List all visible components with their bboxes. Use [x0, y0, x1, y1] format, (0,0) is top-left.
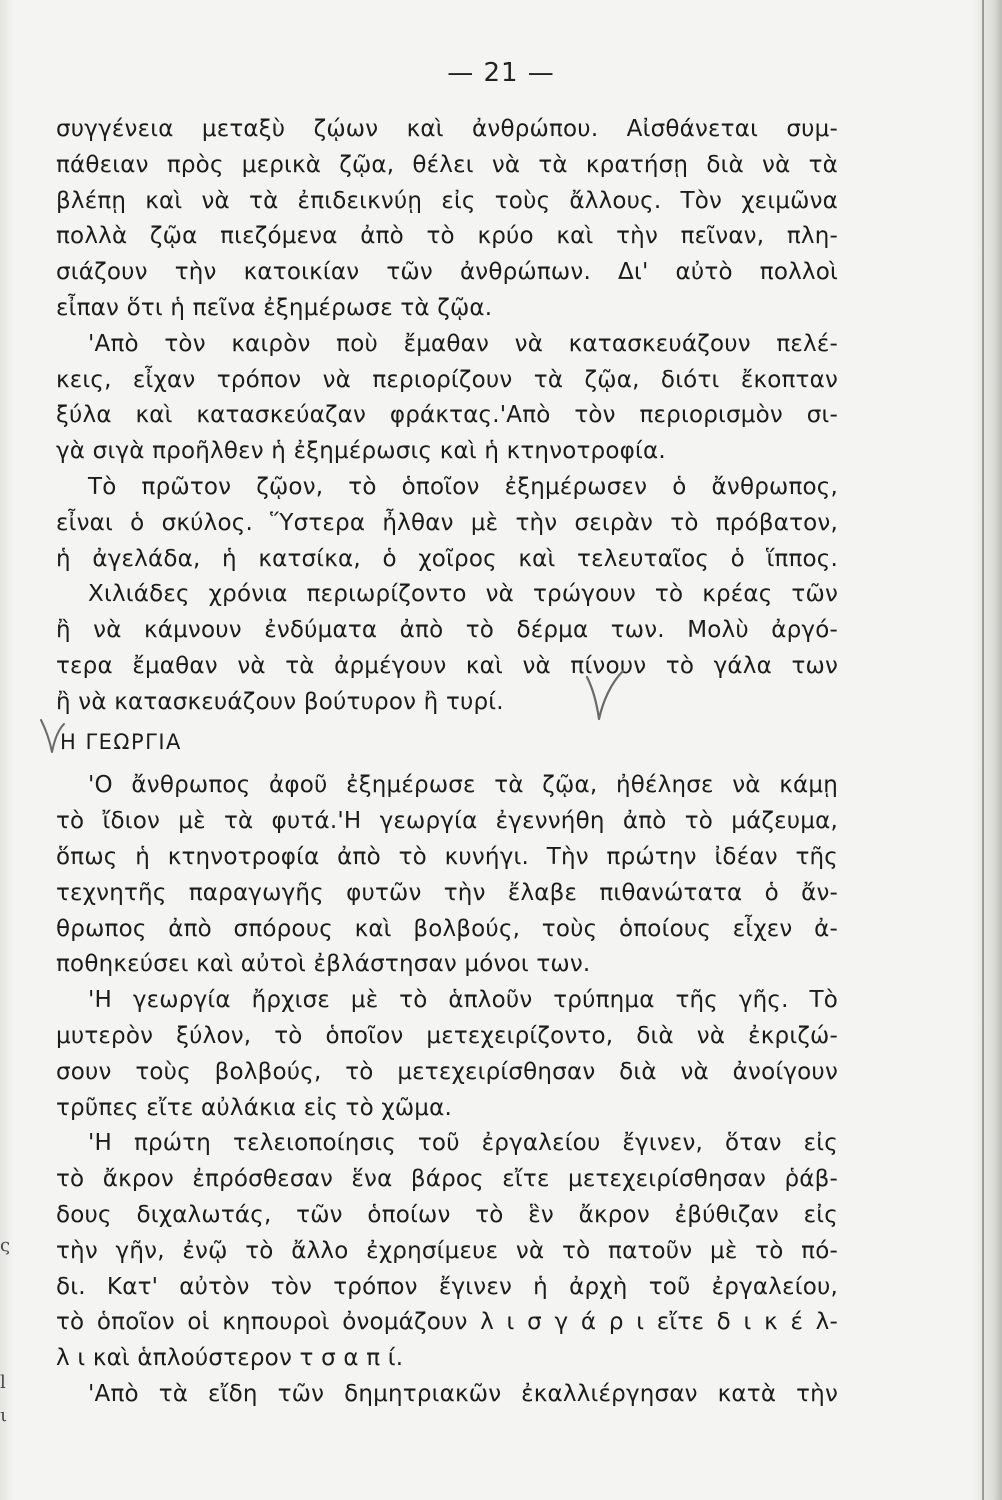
text-line: τερα ἔμαθαν νὰ τὰ ἀρμέγουν καὶ νὰ πίνουν τὸ γάλα των — [56, 652, 838, 679]
body-text — [56, 112, 838, 1413]
text-line: θρωπος ἀπὸ σπόρους καὶ βολβούς, τοὺς ὁποίους εἶχεν ἀ- — [56, 915, 838, 942]
text-line: τὸ ὁποῖον οἱ κηπουροὶ ὀνομάζουν λ ι σ γ ά ρ ι εἴτε δ ι κ έ λ- — [56, 1309, 838, 1336]
text-line: ποθηκεύσει καὶ αὐτοὶ ἐβλάστησαν μόνοι των. — [56, 951, 591, 978]
edge-mark: ι — [0, 1405, 8, 1426]
edge-mark: l — [0, 1372, 6, 1393]
text-line: εἶπαν ὅτι ἡ πεῖνα ἐξημέρωσε τὰ ζῷα. — [56, 294, 493, 321]
text-line: ξύλα καὶ κατασκεύαζαν φράκτας.'Απὸ τὸν περιορισμὸν σι- — [56, 402, 838, 429]
text-line: 'Ο ἄνθρωπος ἀφοῦ ἐξημέρωσε τὰ ζῷα, ἠθέλησε νὰ κάμῃ — [88, 772, 838, 799]
page-left-edge — [0, 0, 14, 1500]
text-line: λ ι καὶ ἁπλούστερον τ σ α π ί. — [56, 1345, 404, 1372]
text-line: δι. Κατ' αὐτὸν τὸν τρόπον ἔγινεν ἡ ἀρχὴ τοῦ ἐργαλείου, — [56, 1273, 838, 1300]
text-line: συγγένεια μεταξὺ ζῴων καὶ ἀνθρώπου. Αἰσθάνεται συμ- — [56, 116, 838, 142]
text-line: μυτερὸν ξύλον, τὸ ὁποῖον μετεχειρίζοντο, διὰ νὰ ἐκριζώ- — [56, 1022, 838, 1049]
text-line: κεις, εἶχαν τρόπον νὰ περιορίζουν τὰ ζῷα, διότι ἔκοπταν — [56, 366, 838, 393]
text-line: Χιλιάδες χρόνια περιωρίζοντο νὰ τρώγουν τὸ κρέας τῶν — [88, 581, 838, 608]
text-line: γὰ σιγὰ προῆλθεν ἡ ἐξημέρωσις καὶ ἡ κτηνοτροφία. — [56, 438, 666, 465]
text-line: τὴν γῆν, ἐνῷ τὸ ἄλλο ἐχρησίμευε νὰ τὸ πατοῦν μὲ τὸ πό- — [56, 1237, 838, 1264]
text-line: 'Η γεωργία ἤρχισε μὲ τὸ ἁπλοῦν τρύπημα τῆς γῆς. Τὸ — [88, 987, 838, 1014]
text-line: τεχνητῆς παραγωγῆς φυτῶν τὴν ἔλαβε πιθανώτατα ὁ ἄν- — [56, 879, 838, 906]
text-line: σιάζουν τὴν κατοικίαν τῶν ἀνθρώπων. Δι' αὐτὸ πολλοὶ — [56, 259, 838, 286]
pencil-check-mark — [38, 716, 66, 756]
text-line: εἶναι ὁ σκύλος. Ὕστερα ἦλθαν μὲ τὴν σειρὰν τὸ πρόβατον, — [56, 509, 838, 536]
text-line: πάθειαν πρὸς μερικὰ ζῷα, θέλει νὰ τὰ κρατήσῃ διὰ νὰ τὰ — [56, 151, 838, 178]
page-number: — 21 — — [447, 58, 555, 88]
text-line: 'Απὸ τὸν καιρὸν ποὺ ἔμαθαν νὰ κατασκευάζουν πελέ- — [88, 330, 838, 357]
text-line: τὸ ἴδιον μὲ τὰ φυτά.'Η γεωργία ἐγεννήθη ἀπὸ τὸ μάζευμα, — [56, 808, 838, 835]
text-line: πολλὰ ζῷα πιεζόμενα ἀπὸ τὸ κρύο καὶ τὴν πεῖναν, πλη- — [56, 223, 838, 250]
text-line: ἢ νὰ κατασκευάζουν βούτυρον ἢ τυρί. — [56, 688, 504, 715]
text-line: 'Απὸ τὰ εἴδη τῶν δημητριακῶν ἐκαλλιέργησαν κατὰ τὴν — [88, 1380, 838, 1407]
text-line: 'Η πρώτη τελειοποίησις τοῦ ἐργαλείου ἔγινεν, ὅταν εἰς — [88, 1130, 838, 1157]
section-heading: Η ΓΕΩΡΓΙΑ — [60, 729, 182, 754]
text-line: ἢ νὰ κάμνουν ἐνδύματα ἀπὸ τὸ δέρμα των. Μολὺ ἀργό- — [56, 617, 838, 644]
text-line: βλέπῃ καὶ νὰ τὰ ἐπιδεικνύῃ εἰς τοὺς ἄλλους. Τὸν χειμῶνα — [56, 187, 838, 214]
text-line: δους διχαλωτάς, τῶν ὁποίων τὸ ἓν ἄκρον ἐβύθιζαν εἰς — [56, 1201, 838, 1228]
page-right-edge — [972, 0, 1002, 1500]
pencil-check-mark — [583, 665, 627, 725]
text-line: τρῦπες εἴτε αὐλάκια εἰς τὸ χῶμα. — [56, 1094, 453, 1121]
text-line: ἡ ἀγελάδα, ἡ κατσίκα, ὁ χοῖρος καὶ τελευταῖος ὁ ἵππος. — [56, 545, 838, 572]
text-line: τὸ ἄκρον ἐπρόσθεσαν ἕνα βάρος εἴτε μετεχειρίσθησαν ῥάβ- — [56, 1166, 838, 1193]
text-line: ὅπως ἡ κτηνοτροφία ἀπὸ τὸ κυνήγι. Τὴν πρώτην ἰδέαν τῆς — [56, 843, 838, 870]
text-line: σουν τοὺς βολβούς, τὸ μετεχειρίσθησαν διὰ νὰ ἀνοίγουν — [56, 1058, 838, 1085]
edge-mark: ς — [0, 1235, 11, 1256]
text-line: Τὸ πρῶτον ζῷον, τὸ ὁποῖον ἐξημέρωσεν ὁ ἄνθρωπος, — [88, 473, 838, 500]
